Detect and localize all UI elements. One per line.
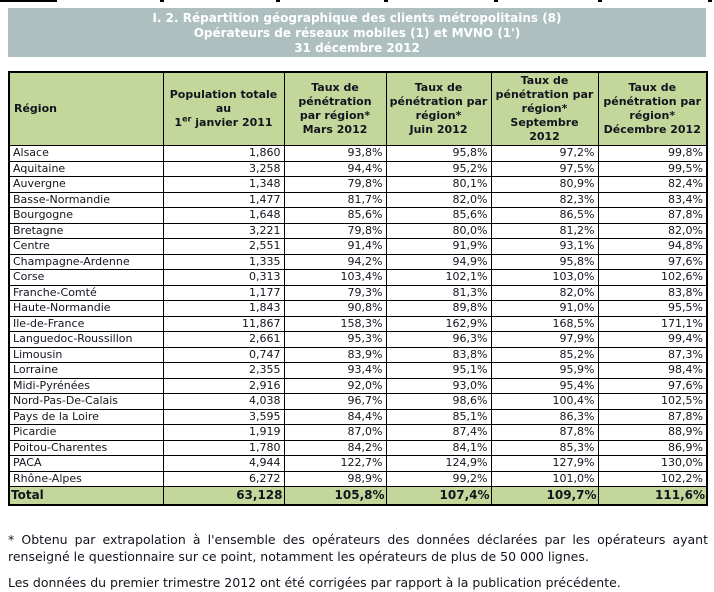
total-septembre: 109,7% [491, 487, 598, 505]
septembre-cell: 80,9% [491, 177, 598, 193]
population-header-line3: 1er janvier 2011 [174, 114, 273, 129]
region-cell: Corse [9, 270, 163, 286]
region-cell: Pays de la Loire [9, 409, 163, 425]
table-row [9, 378, 707, 394]
population-cell: 2,551 [163, 239, 284, 255]
population-cell: 0,313 [163, 270, 284, 286]
region-cell: Aquitaine [9, 161, 163, 177]
table-row [9, 471, 707, 487]
decembre-cell: 99,4% [598, 332, 707, 348]
juin-cell: 80,1% [386, 177, 491, 193]
juin-cell: 102,1% [386, 270, 491, 286]
juin-cell: 87,4% [386, 425, 491, 441]
juin-cell: 95,1% [386, 363, 491, 379]
mars-cell: 91,4% [284, 239, 386, 255]
mars-cell: 83,9% [284, 347, 386, 363]
crop-artifact-tick [598, 0, 602, 2]
region-cell: Basse-Normandie [9, 192, 163, 208]
mars-cell: 79,8% [284, 177, 386, 193]
juin-cell: 95,2% [386, 161, 491, 177]
taux-period: Juin 2012 [409, 123, 468, 136]
taux-label: Taux de pénétration par région* [389, 81, 488, 122]
footnotes [8, 531, 708, 591]
population-cell: 4,038 [163, 394, 284, 410]
mars-cell: 92,0% [284, 378, 386, 394]
decembre-cell: 83,8% [598, 285, 707, 301]
table-row [9, 332, 707, 348]
juin-cell: 94,9% [386, 254, 491, 270]
region-cell: Limousin [9, 347, 163, 363]
column-header-taux-juin [386, 72, 491, 146]
taux-period: Mars 2012 [302, 123, 368, 136]
taux-label: Taux de pénétration par région* [298, 81, 372, 122]
population-cell: 0,747 [163, 347, 284, 363]
region-cell: Bourgogne [9, 208, 163, 224]
population-header-line2: au [215, 102, 232, 115]
table-row [9, 456, 707, 472]
population-cell: 3,595 [163, 409, 284, 425]
decembre-cell: 87,8% [598, 409, 707, 425]
mars-cell: 79,8% [284, 223, 386, 239]
mars-cell: 84,2% [284, 440, 386, 456]
population-cell: 1,860 [163, 146, 284, 162]
septembre-cell: 86,5% [491, 208, 598, 224]
column-header-region: Région [9, 72, 163, 146]
population-cell: 1,780 [163, 440, 284, 456]
juin-cell: 124,9% [386, 456, 491, 472]
mars-cell: 81,7% [284, 192, 386, 208]
mars-cell: 94,4% [284, 161, 386, 177]
septembre-cell: 97,5% [491, 161, 598, 177]
region-cell: Ile-de-France [9, 316, 163, 332]
penetration-table [8, 71, 708, 506]
septembre-cell: 97,9% [491, 332, 598, 348]
juin-cell: 83,8% [386, 347, 491, 363]
population-cell: 1,843 [163, 301, 284, 317]
region-cell: Centre [9, 239, 163, 255]
table-row [9, 270, 707, 286]
septembre-cell: 103,0% [491, 270, 598, 286]
population-cell: 1,177 [163, 285, 284, 301]
region-cell: Alsace [9, 146, 163, 162]
table-row [9, 301, 707, 317]
table-row [9, 146, 707, 162]
decembre-cell: 102,6% [598, 270, 707, 286]
juin-cell: 82,0% [386, 192, 491, 208]
crop-artifact-tick [276, 0, 280, 2]
mars-cell: 84,4% [284, 409, 386, 425]
decembre-cell: 94,8% [598, 239, 707, 255]
decembre-cell: 82,4% [598, 177, 707, 193]
crop-artifact-tick [384, 0, 388, 2]
superscript-er: er [182, 114, 192, 124]
juin-cell: 85,6% [386, 208, 491, 224]
total-mars: 105,8% [284, 487, 386, 505]
septembre-cell: 97,2% [491, 146, 598, 162]
footnote-correction: Les données du premier trimestre 2012 ont été corrigées par rapport à la publication précédente. [8, 575, 621, 590]
mars-cell: 93,4% [284, 363, 386, 379]
table-row [9, 347, 707, 363]
total-population: 63,128 [163, 487, 284, 505]
table-container [8, 71, 708, 506]
table-body [9, 146, 707, 487]
population-cell: 1,919 [163, 425, 284, 441]
region-cell: Midi-Pyrénées [9, 378, 163, 394]
table-row [9, 208, 707, 224]
mars-cell: 158,3% [284, 316, 386, 332]
total-decembre: 111,6% [598, 487, 707, 505]
column-header-taux-decembre [598, 72, 707, 146]
septembre-cell: 93,1% [491, 239, 598, 255]
crop-artifact-line [0, 0, 57, 2]
total-juin: 107,4% [386, 487, 491, 505]
decembre-cell: 83,4% [598, 192, 707, 208]
decembre-cell: 82,0% [598, 223, 707, 239]
population-cell: 1,335 [163, 254, 284, 270]
septembre-cell: 95,9% [491, 363, 598, 379]
region-cell: Rhône-Alpes [9, 471, 163, 487]
septembre-cell: 168,5% [491, 316, 598, 332]
title-line-3: 31 décembre 2012 [294, 41, 420, 55]
juin-cell: 81,3% [386, 285, 491, 301]
table-row [9, 394, 707, 410]
decembre-cell: 87,8% [598, 208, 707, 224]
population-cell: 4,944 [163, 456, 284, 472]
crop-artifact-tick [160, 0, 164, 2]
septembre-cell: 91,0% [491, 301, 598, 317]
juin-cell: 85,1% [386, 409, 491, 425]
septembre-cell: 100,4% [491, 394, 598, 410]
juin-cell: 98,6% [386, 394, 491, 410]
crop-artifact-tick [494, 0, 498, 2]
population-cell: 1,348 [163, 177, 284, 193]
septembre-cell: 87,8% [491, 425, 598, 441]
mars-cell: 87,0% [284, 425, 386, 441]
decembre-cell: 102,2% [598, 471, 707, 487]
header-row [9, 72, 707, 146]
septembre-cell: 95,8% [491, 254, 598, 270]
septembre-cell: 82,3% [491, 192, 598, 208]
taux-label: Taux de pénétration par région* [603, 81, 702, 122]
septembre-cell: 101,0% [491, 471, 598, 487]
juin-cell: 99,2% [386, 471, 491, 487]
decembre-cell: 171,1% [598, 316, 707, 332]
juin-cell: 162,9% [386, 316, 491, 332]
mars-cell: 93,8% [284, 146, 386, 162]
taux-period: Décembre 2012 [603, 123, 701, 136]
population-cell: 11,867 [163, 316, 284, 332]
juin-cell: 95,8% [386, 146, 491, 162]
taux-label: Taux de pénétration par région* [495, 74, 594, 115]
decembre-cell: 86,9% [598, 440, 707, 456]
septembre-cell: 86,3% [491, 409, 598, 425]
population-cell: 3,221 [163, 223, 284, 239]
mars-cell: 79,3% [284, 285, 386, 301]
footnote-asterisk: * Obtenu par extrapolation à l'ensemble des opérateurs des données déclarées par les opérateurs ayant renseigné le questionnaire sur ce point, notamment les opérateurs de plus de 50 000 lignes. [8, 532, 708, 564]
population-cell: 1,648 [163, 208, 284, 224]
juin-cell: 89,8% [386, 301, 491, 317]
septembre-cell: 85,2% [491, 347, 598, 363]
juin-cell: 93,0% [386, 378, 491, 394]
decembre-cell: 99,5% [598, 161, 707, 177]
region-cell: Poitou-Charentes [9, 440, 163, 456]
juin-cell: 80,0% [386, 223, 491, 239]
mars-cell: 85,6% [284, 208, 386, 224]
juin-cell: 96,3% [386, 332, 491, 348]
table-row [9, 440, 707, 456]
mars-cell: 103,4% [284, 270, 386, 286]
table-row [9, 223, 707, 239]
table-row [9, 239, 707, 255]
decembre-cell: 88,9% [598, 425, 707, 441]
table-row [9, 177, 707, 193]
table-row [9, 363, 707, 379]
region-cell: PACA [9, 456, 163, 472]
septembre-cell: 95,4% [491, 378, 598, 394]
mars-cell: 122,7% [284, 456, 386, 472]
septembre-cell: 82,0% [491, 285, 598, 301]
decembre-cell: 99,8% [598, 146, 707, 162]
population-cell: 2,355 [163, 363, 284, 379]
column-header-population [163, 72, 284, 146]
mars-cell: 95,3% [284, 332, 386, 348]
crop-artifact-tick [708, 0, 712, 2]
region-cell: Picardie [9, 425, 163, 441]
region-cell: Franche-Comté [9, 285, 163, 301]
decembre-cell: 95,5% [598, 301, 707, 317]
table-row [9, 161, 707, 177]
decembre-cell: 87,3% [598, 347, 707, 363]
region-cell: Languedoc-Roussillon [9, 332, 163, 348]
decembre-cell: 98,4% [598, 363, 707, 379]
septembre-cell: 85,3% [491, 440, 598, 456]
population-cell: 1,477 [163, 192, 284, 208]
population-cell: 2,916 [163, 378, 284, 394]
population-header-line1: Population totale [169, 88, 278, 101]
region-cell: Bretagne [9, 223, 163, 239]
table-row [9, 285, 707, 301]
mars-cell: 94,2% [284, 254, 386, 270]
total-row [9, 487, 707, 505]
population-cell: 6,272 [163, 471, 284, 487]
region-cell: Nord-Pas-De-Calais [9, 394, 163, 410]
decembre-cell: 97,6% [598, 254, 707, 270]
region-cell: Auvergne [9, 177, 163, 193]
table-row [9, 192, 707, 208]
juin-cell: 91,9% [386, 239, 491, 255]
table-row [9, 409, 707, 425]
population-cell: 2,661 [163, 332, 284, 348]
septembre-cell: 127,9% [491, 456, 598, 472]
septembre-cell: 81,2% [491, 223, 598, 239]
region-cell: Haute-Normandie [9, 301, 163, 317]
region-cell: Lorraine [9, 363, 163, 379]
juin-cell: 84,1% [386, 440, 491, 456]
taux-period: Septembre 2012 [510, 116, 579, 143]
column-header-taux-septembre [491, 72, 598, 146]
table-row [9, 254, 707, 270]
title-line-1: I. 2. Répartition géographique des clients métropolitains (8) [152, 11, 562, 25]
decembre-cell: 102,5% [598, 394, 707, 410]
population-cell: 3,258 [163, 161, 284, 177]
title-bar [8, 8, 706, 57]
mars-cell: 90,8% [284, 301, 386, 317]
decembre-cell: 97,6% [598, 378, 707, 394]
table-row [9, 316, 707, 332]
mars-cell: 96,7% [284, 394, 386, 410]
table-row [9, 425, 707, 441]
decembre-cell: 130,0% [598, 456, 707, 472]
region-cell: Champagne-Ardenne [9, 254, 163, 270]
total-label: Total [9, 487, 163, 505]
mars-cell: 98,9% [284, 471, 386, 487]
column-header-taux-mars [284, 72, 386, 146]
title-line-2: Opérateurs de réseaux mobiles (1) et MVNO (1') [193, 26, 521, 40]
